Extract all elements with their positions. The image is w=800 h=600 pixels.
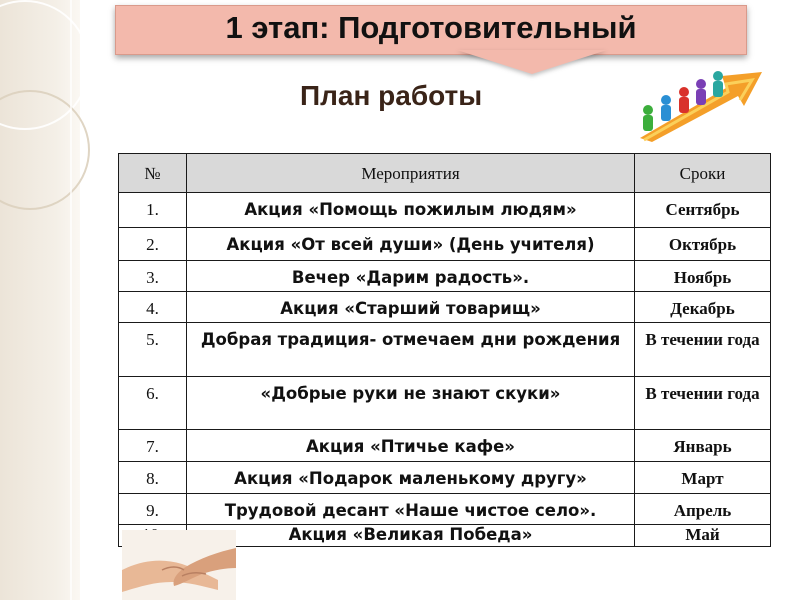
row-number: 1. <box>119 193 187 228</box>
row-event: Акция «Птичье кафе» <box>187 430 635 462</box>
row-event: Акция «От всей души» (День учителя) <box>187 228 635 261</box>
table-row <box>119 494 771 525</box>
row-term: Октябрь <box>635 228 771 261</box>
table-header-row <box>119 154 771 193</box>
row-event: Акция «Помощь пожилым людям» <box>187 193 635 228</box>
decorative-side-strip <box>0 0 80 600</box>
row-event: Добрая традиция- отмечаем дни рождения <box>187 323 635 377</box>
people-climbing-arrow-icon <box>634 60 764 142</box>
row-term: Март <box>635 462 771 494</box>
row-term: Ноябрь <box>635 261 771 292</box>
table-row <box>119 323 771 377</box>
table-row <box>119 261 771 292</box>
row-term: Январь <box>635 430 771 462</box>
row-number: 6. <box>119 377 187 430</box>
slide-title: 1 этап: Подготовительный <box>225 10 637 45</box>
row-number: 9. <box>119 494 187 525</box>
row-event: Акция «Великая Победа» <box>187 525 635 547</box>
slide-subtitle: План работы <box>300 80 483 111</box>
table-row <box>119 228 771 261</box>
table-row <box>119 462 771 494</box>
title-banner-tail <box>457 50 607 74</box>
row-term: Апрель <box>635 494 771 525</box>
work-plan-table <box>118 153 771 547</box>
row-term: Декабрь <box>635 292 771 323</box>
row-number: 8. <box>119 462 187 494</box>
helping-hands-icon <box>122 530 236 600</box>
row-number: 7. <box>119 430 187 462</box>
column-header-number: № <box>119 154 187 193</box>
row-event: Вечер «Дарим радость». <box>187 261 635 292</box>
column-header-terms: Сроки <box>635 154 771 193</box>
row-term: Май <box>635 525 771 547</box>
table-row <box>119 292 771 323</box>
column-header-events: Мероприятия <box>187 154 635 193</box>
row-term: В течении года <box>635 323 771 377</box>
row-term: Сентябрь <box>635 193 771 228</box>
table-row <box>119 193 771 228</box>
decorative-ring <box>0 90 90 210</box>
row-number: 2. <box>119 228 187 261</box>
table-row <box>119 377 771 430</box>
table-row <box>119 430 771 462</box>
row-term: В течении года <box>635 377 771 430</box>
decorative-line <box>70 0 72 600</box>
row-event: «Добрые руки не знают скуки» <box>187 377 635 430</box>
row-number: 4. <box>119 292 187 323</box>
row-number: 5. <box>119 323 187 377</box>
row-number: 3. <box>119 261 187 292</box>
row-event: Акция «Подарок маленькому другу» <box>187 462 635 494</box>
row-event: Акция «Старший товарищ» <box>187 292 635 323</box>
row-event: Трудовой десант «Наше чистое село». <box>187 494 635 525</box>
